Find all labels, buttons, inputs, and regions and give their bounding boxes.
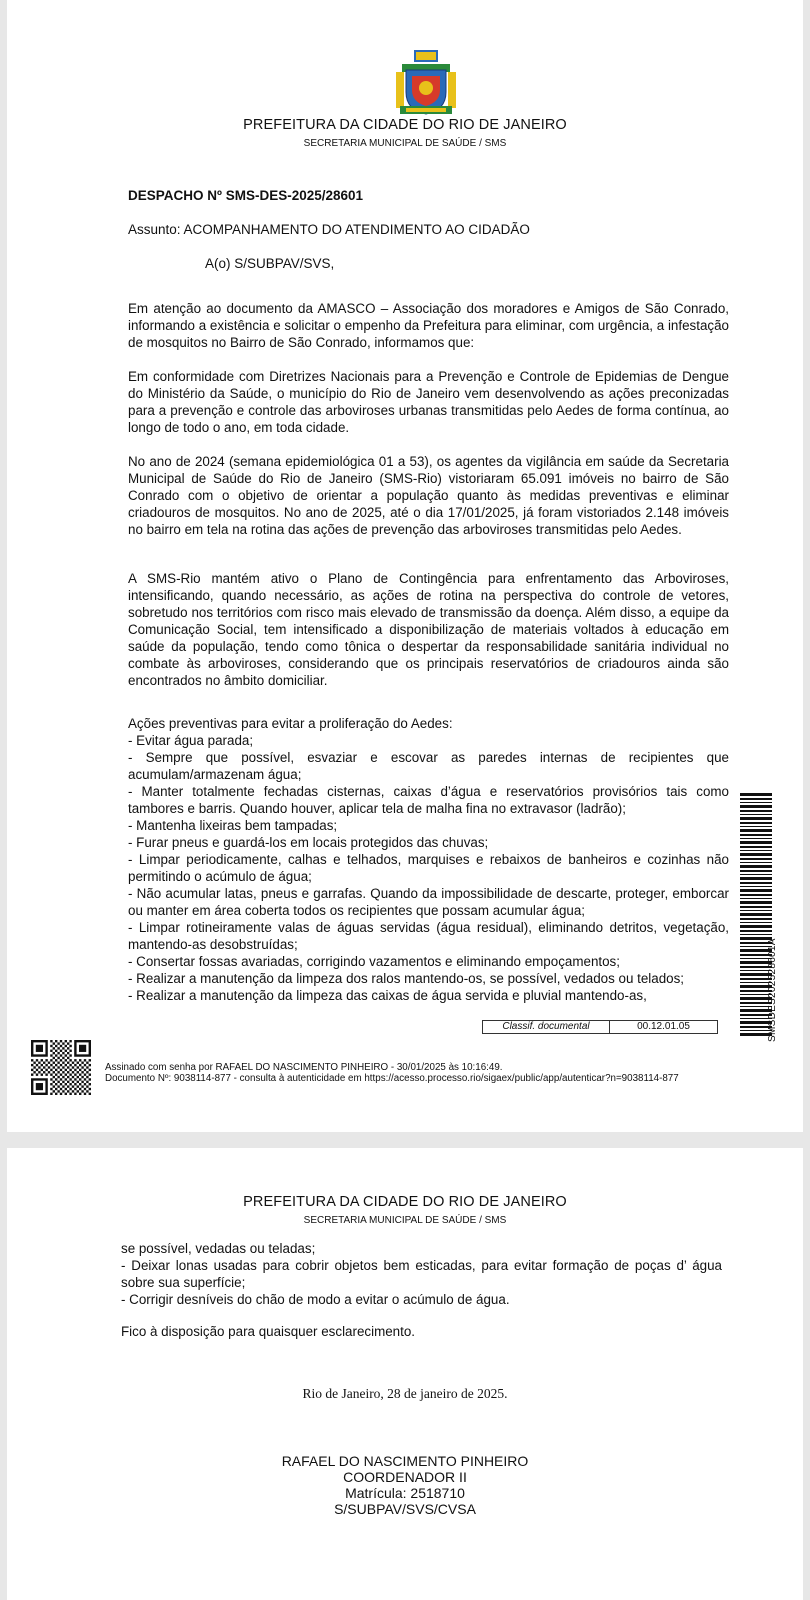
authenticity-info: Documento Nº: 9038114-877 - consulta à autenticidade em https://acesso.processo.rio/sigaex/public/app/autenticar?n=9038114-877 <box>105 1073 679 1084</box>
list-item: - Realizar a manutenção da limpeza das caixas de água servida e pluvial mantendo-as, <box>128 988 647 1003</box>
document-number: DESPACHO Nº SMS-DES-2025/28601 <box>128 188 364 203</box>
signer-registration: Matrícula: 2518710 <box>345 1485 465 1501</box>
date-line: Rio de Janeiro, 28 de janeiro de 2025. <box>302 1386 508 1401</box>
header-subtitle: SECRETARIA MUNICIPAL DE SAÚDE / SMS <box>303 1215 507 1226</box>
header-title: PREFEITURA DA CIDADE DO RIO DE JANEIRO <box>243 1194 567 1210</box>
continued-list <box>121 1240 722 1308</box>
list-item: - Limpar periodicamente, calhas e telhados, marquises e rebaixos de banheiros e cozinhas não permitindo o acúmulo de água; <box>128 852 729 884</box>
signer-name: RAFAEL DO NASCIMENTO PINHEIRO <box>281 1453 529 1469</box>
classification-label: Classif. documental <box>483 1021 610 1033</box>
paragraph: Em conformidade com Diretrizes Nacionais para a Prevenção e Controle de Epidemias de Dengue do Ministério da Saúde, o município do Rio de Janeiro vem desenvolvendo as ações preconizadas para a prevenção e controle das arboviroses urbanas transmitidas pelo Aedes de forma contínua, ao longo de todo o ano, em toda cidade. <box>128 369 729 435</box>
signer-unit: S/SUBPAV/SVS/CVSA <box>334 1501 476 1517</box>
list-item: se possível, vedadas ou teladas; <box>121 1241 316 1256</box>
actions-intro: Ações preventivas para evitar a proliferação do Aedes: <box>128 716 453 731</box>
closing-text: Fico à disposição para quaisquer esclarecimento. <box>121 1324 416 1339</box>
paragraph: A SMS-Rio mantém ativo o Plano de Contingência para enfrentamento das Arboviroses, intensificando, quando necessário, as ações de rotina na perspectiva do controle de vetores, sobretudo nos territórios com risco mais elevado de transmissão da doença. Além disso, a equipe da Comunicação Social, tem intensificado a disponibilização de materiais voltados à educação em saúde da população, tendo como tônica o despertar da responsabilidade sanitária individual no combate às arboviroses, considerando que os principais reservatórios de criadouros ainda são encontrados no âmbito domiciliar. <box>128 571 729 688</box>
document-addressee: A(o) S/SUBPAV/SVS, <box>205 256 335 271</box>
list-item: - Furar pneus e guardá-los em locais protegidos das chuvas; <box>128 835 489 850</box>
list-item: - Sempre que possível, esvaziar e escovar as paredes internas de recipientes que acumulam/armazenam água; <box>128 750 729 782</box>
header-subtitle: SECRETARIA MUNICIPAL DE SAÚDE / SMS <box>303 138 507 149</box>
header-title: PREFEITURA DA CIDADE DO RIO DE JANEIRO <box>243 117 567 133</box>
list-item: - Mantenha lixeiras bem tampadas; <box>128 818 338 833</box>
signer-role: COORDENADOR II <box>343 1469 467 1485</box>
list-item: - Manter totalmente fechadas cisternas, caixas d’água e reservatórios provisórios tais como tambores e barris. Quando houver, aplicar tela de malha fina no extravasor (ladrão); <box>128 784 729 816</box>
coat-of-arms-logo <box>396 50 456 116</box>
barcode-text: SMSDES202528601A <box>767 938 778 1042</box>
classification-code: 00.12.01.05 <box>637 1021 690 1032</box>
list-item: - Realizar a manutenção da limpeza dos ralos mantendo-os, se possível, vedados ou telados; <box>128 971 685 986</box>
list-item: - Consertar fossas avariadas, corrigindo vazamentos e eliminando empoçamentos; <box>128 954 620 969</box>
paragraph: Em atenção ao documento da AMASCO – Associação dos moradores e Amigos de São Conrado, informando a existência e solicitar o empenho da Prefeitura para eliminar, com urgência, a infestação de mosquitos no Bairro de São Conrado, informamos que: <box>128 301 729 350</box>
document-classification-box <box>482 1020 718 1034</box>
document-subject: Assunto: ACOMPANHAMENTO DO ATENDIMENTO AO CIDADÃO <box>128 222 530 237</box>
document-page-1 <box>7 0 803 1132</box>
signature-info: Assinado com senha por RAFAEL DO NASCIMENTO PINHEIRO - 30/01/2025 às 10:16:49. <box>105 1062 503 1073</box>
qr-code-icon <box>31 1040 91 1095</box>
list-item: - Limpar rotineiramente valas de águas servidas (água residual), eliminando detritos, vegetação, mantendo-as desobstruídas; <box>128 920 729 952</box>
paragraph: No ano de 2024 (semana epidemiológica 01 a 53), os agentes da vigilância em saúde da Secretaria Municipal de Saúde do Rio de Janeiro (SMS-Rio) vistoriaram 65.091 imóveis no bairro de São Conrado com o objetivo de orientar a população quanto às medidas preventivas e eliminar criadouros de mosquitos. No ano de 2025, até o dia 17/01/2025, já foram vistoriados 2.148 imóveis no bairro em tela na rotina das ações de prevenção das arboviroses transmitidas pelo Aedes. <box>128 454 729 537</box>
list-item: - Deixar lonas usadas para cobrir objetos bem esticadas, para evitar formação de poças d’ água sobre sua superfície; <box>121 1258 722 1290</box>
document-page-2 <box>7 1148 803 1600</box>
list-item: - Não acumular latas, pneus e garrafas. Quando da impossibilidade de descarte, proteger, emborcar ou manter em área coberta todos os recipientes que possam acumular água; <box>128 886 729 918</box>
preventive-actions-list <box>128 715 729 1004</box>
list-item: - Corrigir desníveis do chão de modo a evitar o acúmulo de água. <box>121 1292 510 1307</box>
list-item: - Evitar água parada; <box>128 733 254 748</box>
